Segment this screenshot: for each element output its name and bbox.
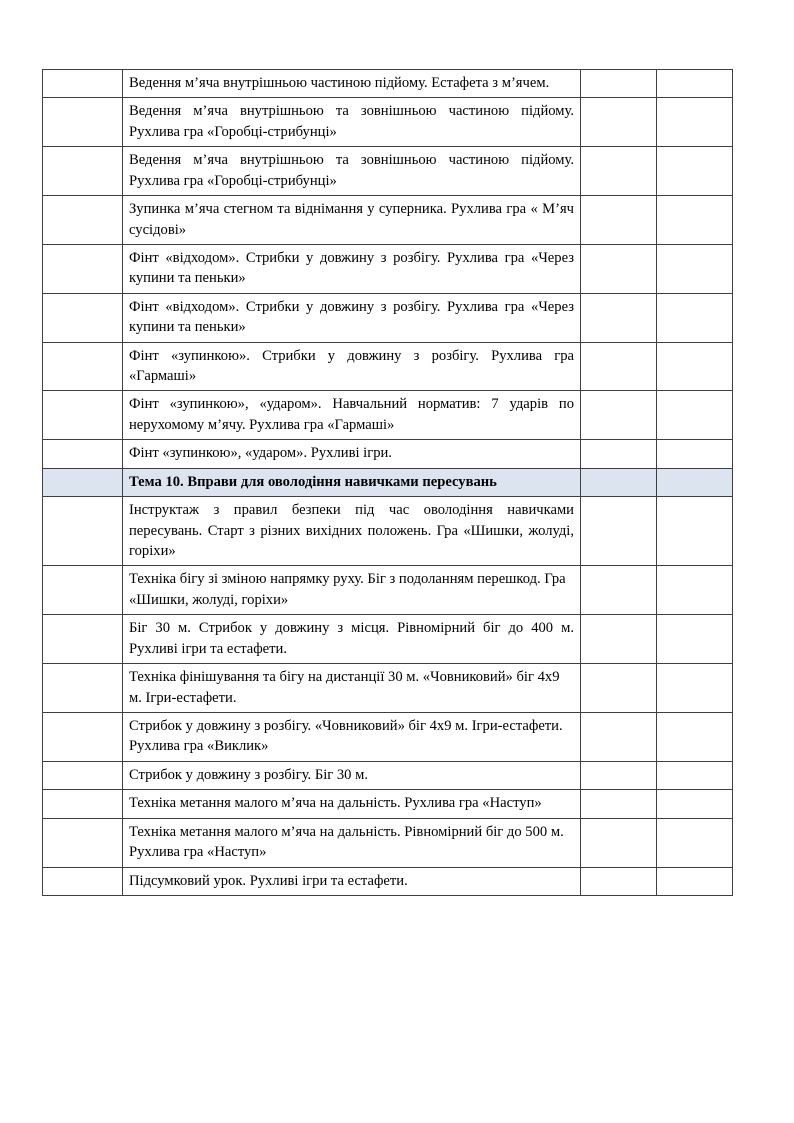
extra-column-2-cell <box>657 440 733 468</box>
cell-text: Техніка метання малого м’яча на дальність. Рухлива гра «Наступ» <box>129 795 542 812</box>
row-index-cell <box>43 98 123 147</box>
extra-column-2-cell <box>657 98 733 147</box>
cell-text: Ведення м’яча внутрішньою частиною підйому. Естафета з м’ячем. <box>129 75 550 91</box>
cell-text: Фінт «відходом». Стрибки у довжину з розбігу. Рухлива гра «Через купини та пеньки» <box>129 298 574 336</box>
lesson-description-cell <box>123 761 581 789</box>
row-index-cell <box>43 244 123 293</box>
lesson-description-cell <box>123 244 581 293</box>
table-row <box>43 342 733 391</box>
cell-text: Ведення м’яча внутрішньою та зовнішньою частиною підйому. Рухлива гра «Горобці-стрибунці» <box>129 103 574 140</box>
extra-column-2-cell <box>657 761 733 789</box>
table-row <box>43 566 733 615</box>
extra-column-1-cell <box>581 244 657 293</box>
lesson-description-cell <box>123 615 581 664</box>
cell-text: Техніка фінішування та бігу на дистанції 30 м. «Човниковий» біг 4х9 м. Ігри-естафети. <box>129 669 560 706</box>
theme-title-cell <box>123 468 581 496</box>
row-index-cell <box>43 468 123 496</box>
cell-text: Техніка метання малого м’яча на дальність. Рівномірний біг до 500 м. Рухлива гра «Наступ» <box>129 823 564 861</box>
extra-column-1-cell <box>581 818 657 867</box>
lesson-description-cell <box>123 98 581 147</box>
row-index-cell <box>43 867 123 895</box>
lesson-description-cell <box>123 196 581 245</box>
table-row <box>43 70 733 98</box>
extra-column-2-cell <box>657 147 733 196</box>
lesson-description-cell <box>123 147 581 196</box>
row-index-cell <box>43 440 123 468</box>
cell-text: Стрибок у довжину з розбігу. Біг 30 м. <box>129 766 369 783</box>
lesson-description-cell <box>123 790 581 818</box>
row-index-cell <box>43 761 123 789</box>
extra-column-1-cell <box>581 147 657 196</box>
extra-column-2-cell <box>657 818 733 867</box>
extra-column-1-cell <box>581 70 657 98</box>
extra-column-2-cell <box>657 867 733 895</box>
lesson-description-cell <box>123 497 581 566</box>
extra-column-1-cell <box>581 196 657 245</box>
cell-text: Тема 10. Вправи для оволодіння навичками пересувань <box>129 473 497 490</box>
extra-column-1-cell <box>581 615 657 664</box>
table-row <box>43 615 733 664</box>
cell-text: Фінт «відходом». Стрибки у довжину з розбігу. Рухлива гра «Через купини та пеньки» <box>129 249 574 287</box>
extra-column-1-cell <box>581 342 657 391</box>
lesson-plan-table-body <box>43 70 733 896</box>
row-index-cell <box>43 497 123 566</box>
table-row <box>43 664 733 713</box>
extra-column-2-cell <box>657 566 733 615</box>
extra-column-1-cell <box>581 761 657 789</box>
row-index-cell <box>43 712 123 761</box>
extra-column-1-cell <box>581 440 657 468</box>
table-row <box>43 147 733 196</box>
lesson-description-cell <box>123 440 581 468</box>
table-row <box>43 440 733 468</box>
row-index-cell <box>43 790 123 818</box>
cell-text: Фінт «зупинкою». Стрибки у довжину з розбігу. Рухлива гра «Гармаші» <box>129 347 574 385</box>
lesson-description-cell <box>123 293 581 342</box>
lesson-description-cell <box>123 566 581 615</box>
row-index-cell <box>43 818 123 867</box>
extra-column-1-cell <box>581 98 657 147</box>
extra-column-2-cell <box>657 342 733 391</box>
lesson-plan-table <box>42 69 733 896</box>
cell-text: Інструктаж з правил безпеки під час оволодіння навичками пересувань. Старт з різних вихідних положень. Гра «Шишки, жолуді, горіхи» <box>129 502 574 560</box>
table-row <box>43 391 733 440</box>
extra-column-2-cell <box>657 790 733 818</box>
row-index-cell <box>43 147 123 196</box>
extra-column-2-cell <box>657 70 733 98</box>
lesson-description-cell <box>123 342 581 391</box>
table-row <box>43 497 733 566</box>
table-row <box>43 867 733 895</box>
cell-text: Біг 30 м. Стрибок у довжину з місця. Рівномірний біг до 400 м. Рухливі ігри та естафети. <box>129 620 574 657</box>
cell-text: Підсумковий урок. Рухливі ігри та естафети. <box>129 872 408 889</box>
cell-text: Фінт «зупинкою», «ударом». Рухливі ігри. <box>129 445 392 462</box>
row-index-cell <box>43 293 123 342</box>
row-index-cell <box>43 391 123 440</box>
row-index-cell <box>43 664 123 713</box>
table-row <box>43 761 733 789</box>
extra-column-2-cell <box>657 391 733 440</box>
row-index-cell <box>43 615 123 664</box>
lesson-description-cell <box>123 818 581 867</box>
extra-column-2-cell <box>657 196 733 245</box>
cell-text: Техніка бігу зі зміною напрямку руху. Біг з подоланням перешкод. Гра «Шишки, жолуді, горіхи» <box>129 571 566 608</box>
table-row <box>43 244 733 293</box>
lesson-description-cell <box>123 70 581 98</box>
row-index-cell <box>43 70 123 98</box>
cell-text: Ведення м’яча внутрішньою та зовнішньою частиною підйому. Рухлива гра «Горобці-стрибунці» <box>129 152 574 189</box>
cell-text: Стрибок у довжину з розбігу. «Човниковий» біг 4х9 м. Ігри-естафети. Рухлива гра «Виклик» <box>129 717 563 755</box>
extra-column-1-cell <box>581 468 657 496</box>
lesson-description-cell <box>123 867 581 895</box>
extra-column-1-cell <box>581 293 657 342</box>
extra-column-2-cell <box>657 293 733 342</box>
extra-column-1-cell <box>581 566 657 615</box>
extra-column-2-cell <box>657 664 733 713</box>
lesson-description-cell <box>123 391 581 440</box>
row-index-cell <box>43 566 123 615</box>
lesson-description-cell <box>123 664 581 713</box>
table-row <box>43 818 733 867</box>
extra-column-1-cell <box>581 867 657 895</box>
lesson-description-cell <box>123 712 581 761</box>
extra-column-1-cell <box>581 664 657 713</box>
extra-column-2-cell <box>657 497 733 566</box>
theme-header-row <box>43 468 733 496</box>
extra-column-1-cell <box>581 391 657 440</box>
extra-column-2-cell <box>657 244 733 293</box>
row-index-cell <box>43 196 123 245</box>
row-index-cell <box>43 342 123 391</box>
cell-text: Зупинка м’яча стегном та віднімання у суперника. Рухлива гра « М’яч сусідові» <box>129 201 574 238</box>
table-row <box>43 790 733 818</box>
table-row <box>43 98 733 147</box>
table-row <box>43 712 733 761</box>
extra-column-1-cell <box>581 790 657 818</box>
extra-column-2-cell <box>657 468 733 496</box>
extra-column-2-cell <box>657 712 733 761</box>
table-row <box>43 196 733 245</box>
cell-text: Фінт «зупинкою», «ударом». Навчальний норматив: 7 ударів по нерухомому м’ячу. Рухлива гра «Гармаші» <box>129 396 574 433</box>
table-row <box>43 293 733 342</box>
extra-column-2-cell <box>657 615 733 664</box>
extra-column-1-cell <box>581 497 657 566</box>
extra-column-1-cell <box>581 712 657 761</box>
